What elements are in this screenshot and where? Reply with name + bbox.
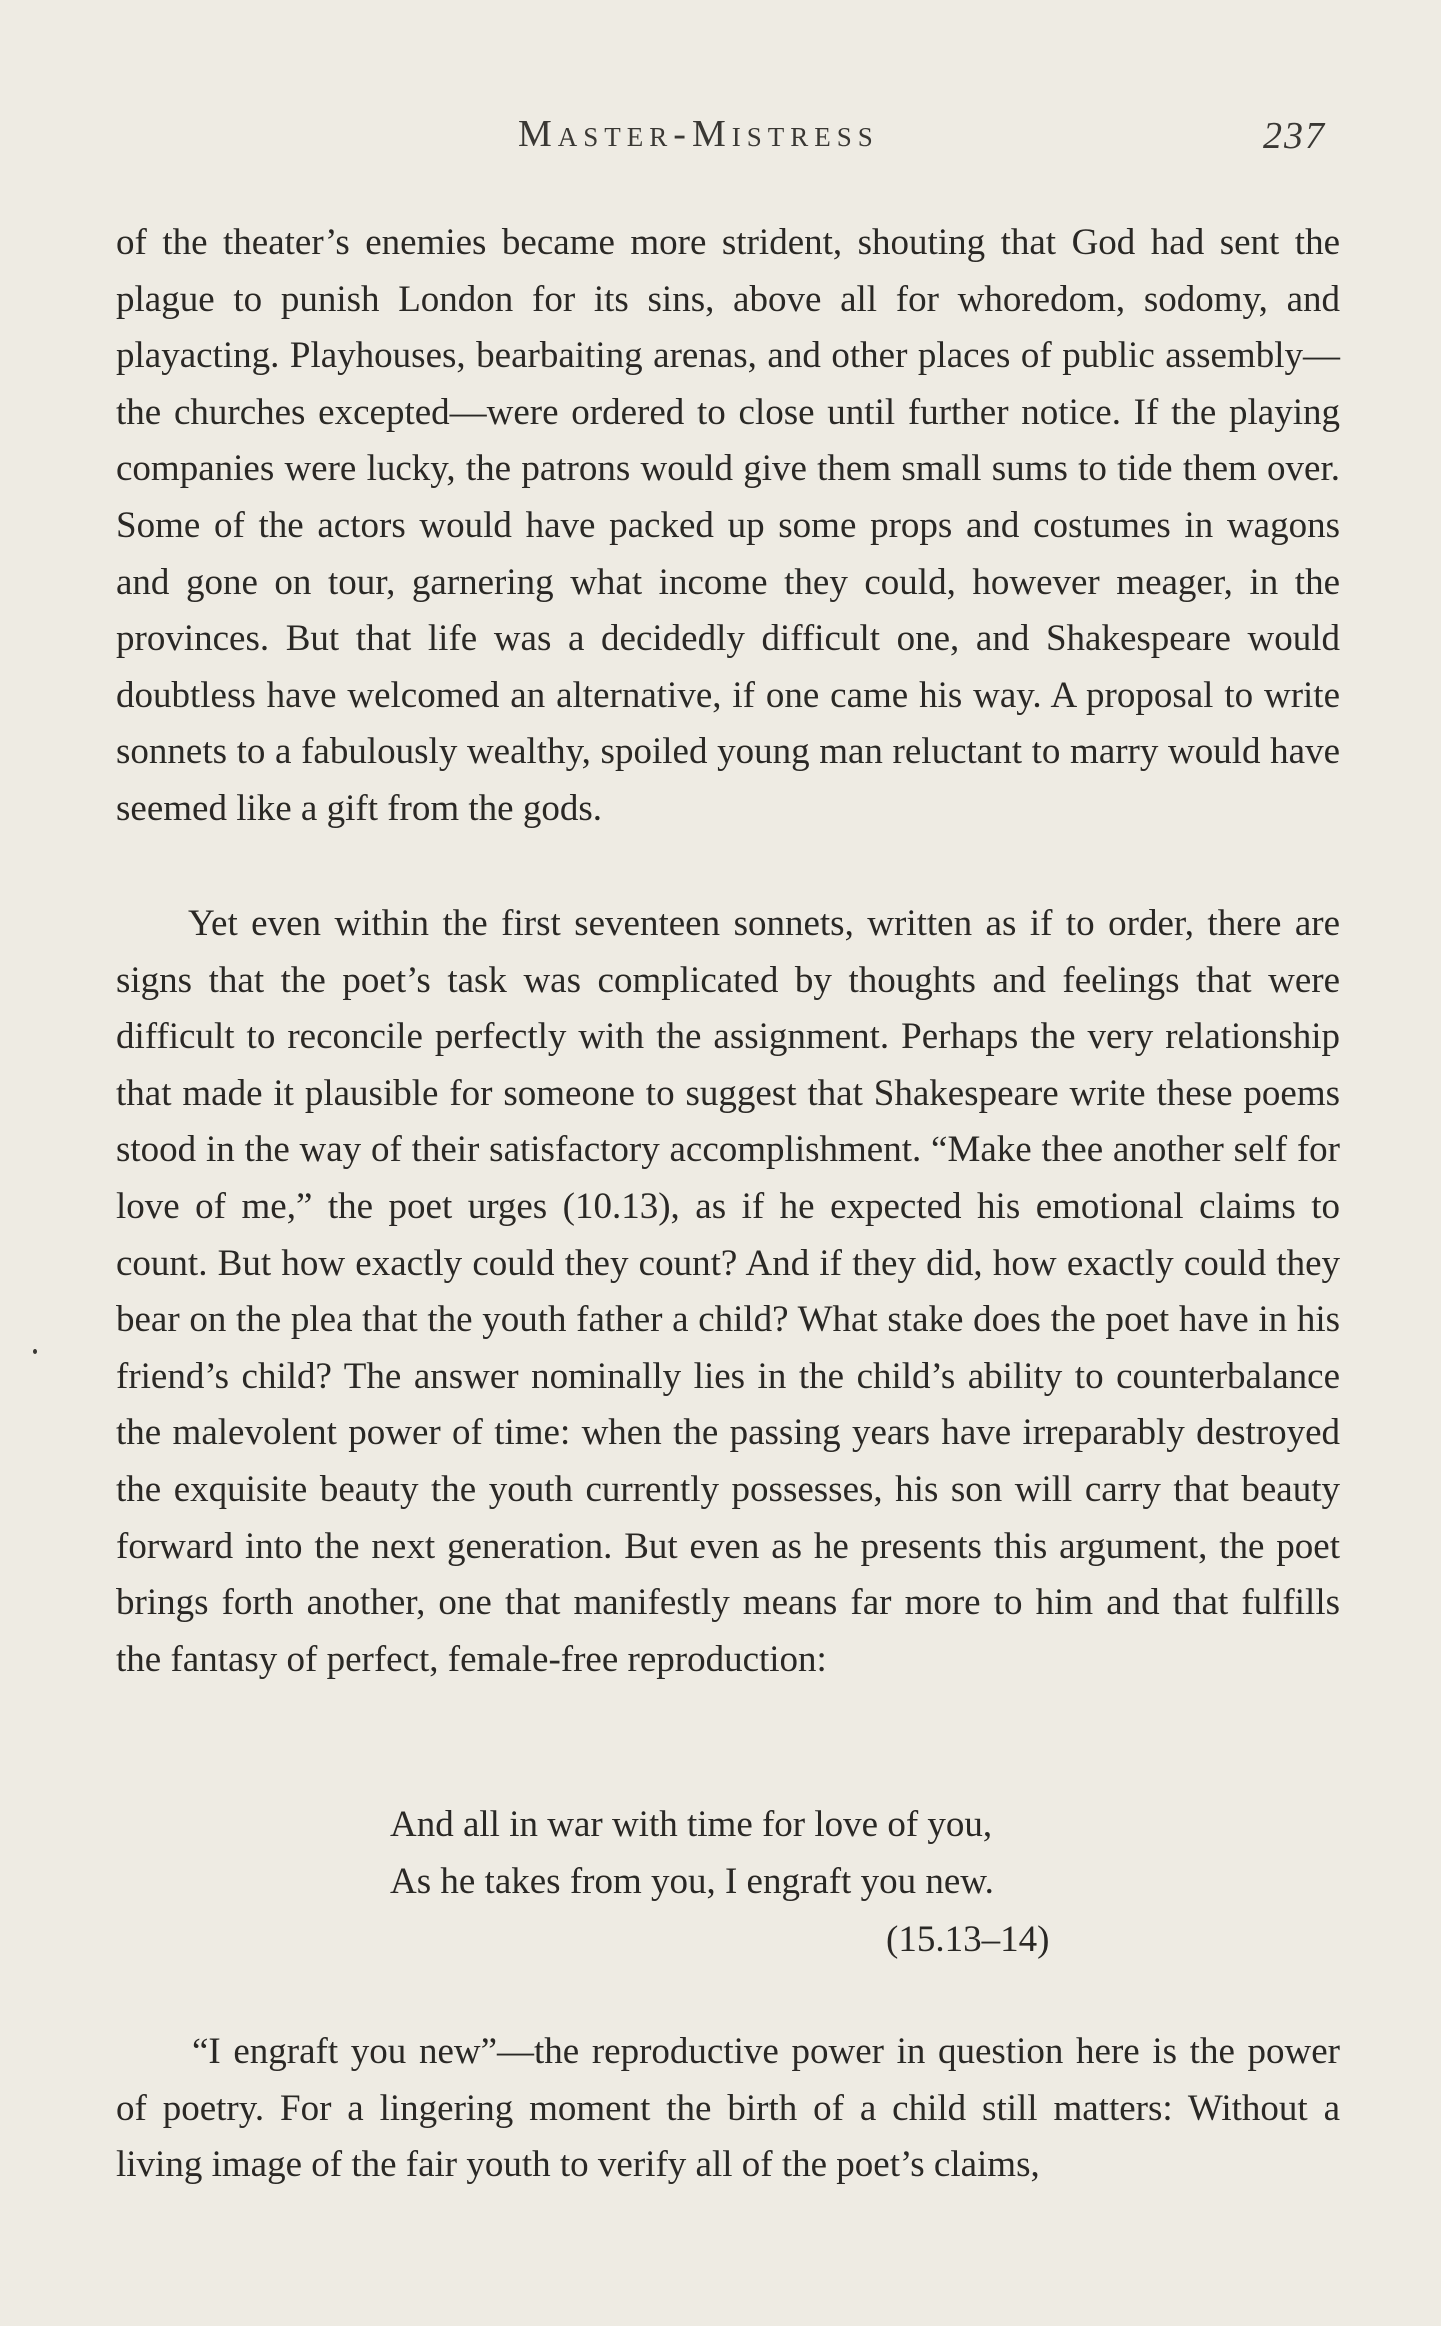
body-paragraph-1 (116, 215, 1340, 838)
stray-ink-mark (33, 1349, 37, 1354)
verse-line-1: And all in war with time for love of you, (390, 1804, 993, 1845)
paragraph-text: “I engraft you new”—the reproductive power in question here is the power of poetry. For a lingering moment the birth of a child still matters: Without a living image of the fair youth to verify all of the poet’s claims, (116, 2031, 1340, 2186)
paragraph-text: of the theater’s enemies became more strident, shouting that God had sent the plague to punish London for its sins, above all for whoredom, sodomy, and playacting. Playhouses, bearbaiting arenas, and other places of public assembly—the churches excepted—were ordered to close until further notice. If the playing companies were lucky, the patrons would give them small sums to tide them over. Some of the actors would have packed up some props and costumes in wagons and gone on tour, garnering what income they could, however meager, in the provinces. But that life was a decidedly difficult one, and Shakespeare would doubtless have welcomed an alternative, if one came his way. A proposal to write sonnets to a fabulously wealthy, spoiled young man reluctant to marry would have seemed like a gift from the gods. (116, 222, 1340, 829)
running-head (0, 112, 1441, 162)
running-title: Master-Mistress (518, 113, 879, 155)
paragraph-text: Yet even within the first seventeen sonnets, written as if to order, there are signs that the poet’s task was complicated by thoughts and feelings that were difficult to reconcile perfectly with the assignment. Perhaps the very relationship that made it plausible for someone to suggest that Shakespeare write these poems stood in the way of their satisfactory accomplishment. “Make thee another self for love of me,” the poet urges (10.13), as if he expected his emotional claims to count. But how exactly could they count? And if they did, how exactly could they bear on the plea that the youth father a child? What stake does the poet have in his friend’s child? The answer nominally lies in the child’s ability to counterbalance the malevolent power of time: when the passing years have irreparably destroyed the exquisite beauty the youth currently possesses, his son will carry that beauty forward into the next generation. But even as he presents this argument, the poet brings forth another, one that manifestly means far more to him and that fulfills the fantasy of perfect, female-free reproduction: (116, 903, 1340, 1680)
verse-line-2: As he takes from you, I engraft you new. (390, 1861, 994, 1902)
verse-reference: (15.13–14) (886, 1919, 1050, 1960)
verse-quotation (390, 1796, 1050, 1960)
body-paragraph-3 (116, 2024, 1340, 2194)
page-number: 237 (1263, 115, 1326, 157)
body-paragraph-2 (116, 896, 1340, 1688)
